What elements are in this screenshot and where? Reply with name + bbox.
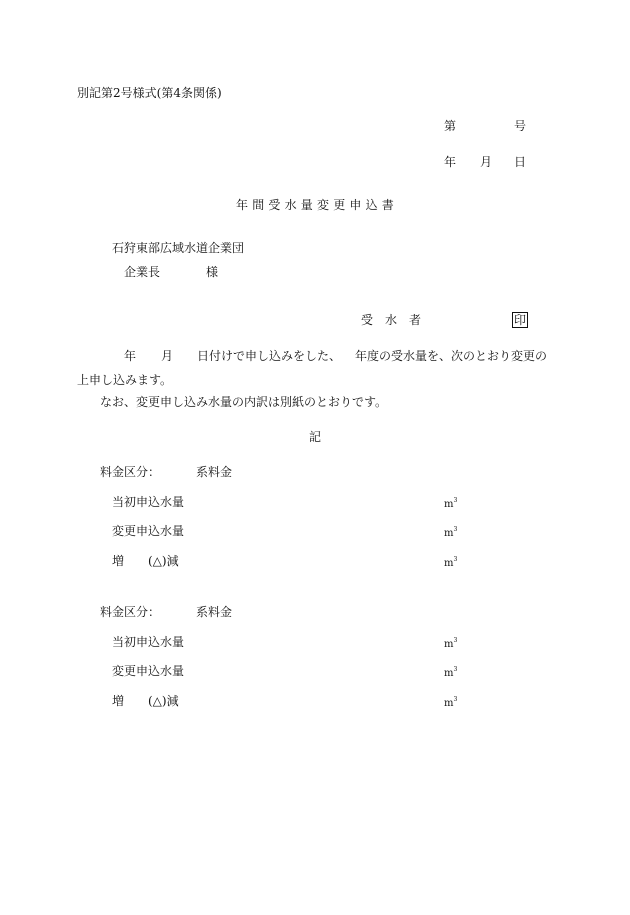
increase-label: 増 bbox=[112, 694, 125, 708]
ki-heading: 記 bbox=[309, 430, 322, 444]
body-year: 年 bbox=[124, 349, 137, 363]
fee-value: 系料金 bbox=[196, 465, 233, 479]
form-reference: 別記第2号様式(第4条関係) bbox=[77, 86, 222, 100]
decrease-label: (△)減 bbox=[148, 694, 179, 708]
seal-mark-text: 印 bbox=[514, 313, 527, 327]
addressee-sama: 様 bbox=[206, 265, 219, 279]
unit-m3: $m^3$ bbox=[444, 526, 458, 539]
number-go: 号 bbox=[514, 119, 527, 133]
unit-m3: $m^3$ bbox=[444, 497, 458, 510]
seal-mark bbox=[512, 312, 528, 328]
date-day: 日 bbox=[514, 155, 527, 169]
body-month: 月 bbox=[161, 349, 174, 363]
applicant-label: 受 水 者 bbox=[361, 313, 422, 327]
number-dai: 第 bbox=[444, 119, 457, 133]
addressee-org: 石狩東部広域水道企業団 bbox=[112, 241, 245, 255]
document-title: 年間受水量変更申込書 bbox=[236, 198, 399, 212]
decrease-label: (△)減 bbox=[148, 554, 179, 568]
body-text-3: 上申し込みます。 bbox=[77, 373, 173, 387]
fee-label: 料金区分： bbox=[100, 605, 161, 619]
date-month: 月 bbox=[480, 155, 493, 169]
changed-volume-label: 変更申込水量 bbox=[112, 664, 185, 678]
date-year: 年 bbox=[444, 155, 457, 169]
body-text-2: 年度の受水量を、次のとおり変更の bbox=[355, 349, 548, 363]
fee-value: 系料金 bbox=[196, 605, 233, 619]
addressee-position: 企業長 bbox=[124, 265, 161, 279]
initial-volume-label: 当初申込水量 bbox=[112, 635, 185, 649]
unit-m3: $m^3$ bbox=[444, 556, 458, 569]
changed-volume-label: 変更申込水量 bbox=[112, 524, 185, 538]
unit-m3: $m^3$ bbox=[444, 696, 458, 709]
unit-m3: $m^3$ bbox=[444, 637, 458, 650]
body-paragraph-2: なお、変更申し込み水量の内訳は別紙のとおりです。 bbox=[100, 395, 388, 409]
unit-m3: $m^3$ bbox=[444, 666, 458, 679]
increase-label: 増 bbox=[112, 554, 125, 568]
initial-volume-label: 当初申込水量 bbox=[112, 495, 185, 509]
fee-label: 料金区分： bbox=[100, 465, 161, 479]
body-text-1: 日付けで申し込みをした、 bbox=[197, 349, 342, 363]
